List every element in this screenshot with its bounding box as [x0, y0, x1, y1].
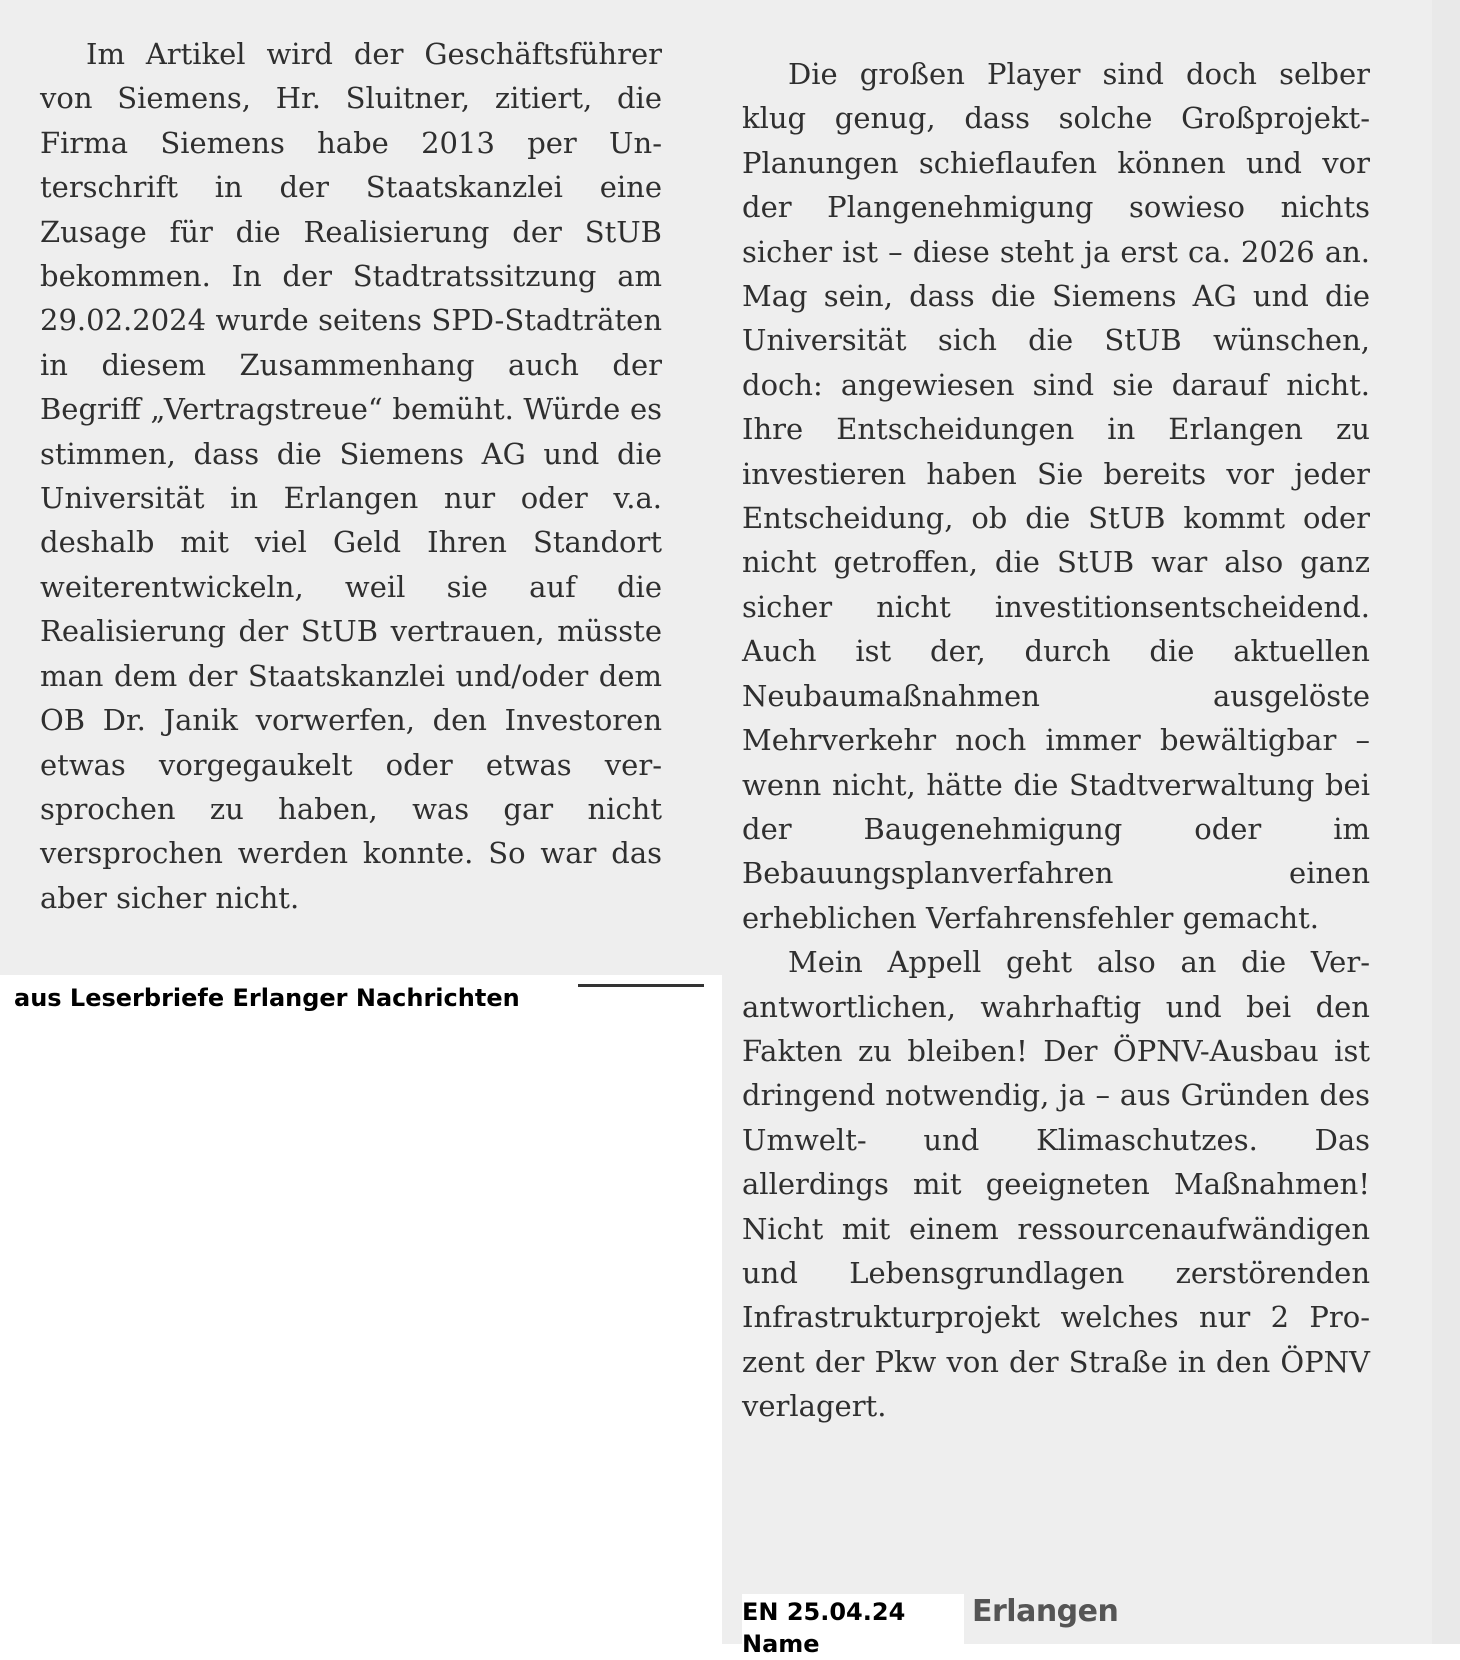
article-column-left [40, 32, 662, 920]
article-paragraph: Die großen Player sind doch selber klug genug, dass solche Großprojekt-Planungen schieflaufen können und vor der Plangenehmigung sowieso nichts sicher ist – diese steht ja erst ca. 2026 an. Mag sein, dass die Siemens AG und die Universität sich die StUB wünschen, doch: angewiesen sind sie darauf nicht. Ihre Entscheidungen in Erlangen zu investieren haben Sie bereits vor jeder Entscheidung, ob die StUB kommt oder nicht getroffen, die StUB war also ganz sicher nicht investitionsentscheidend. Auch ist der, durch die aktuellen Neubaumaßnahmen ausgelöste Mehrverkehr noch immer bewältigbar – wenn nicht, hätte die Stadtverwaltung bei der Baugenehmigung oder im Bebauungsplanverfahren einen erheblichen Verfahrensfehler gemacht. [742, 57, 1370, 935]
column-end-rule [578, 984, 704, 987]
article-paragraph: Mein Appell geht also an die Verantwortlichen, wahrhaftig und bei den Fakten zu bleiben! Der ÖPNV-Ausbau ist dringend notwendig, ja – aus Gründen des Umwelt- und Klimaschutzes. Das allerdings mit geeigneten Maßnahmen! Nicht mit einem ressourcenaufwändigen und Lebensgrundlagen zerstörenden Infrastrukturprojekt welches nur 2 Prozent der Pkw von der Straße in den ÖPNV verlagert. [742, 945, 1370, 1424]
article-column-right [742, 52, 1370, 1429]
source-note: aus Leserbriefe Erlanger Nachrichten [0, 980, 578, 1034]
publication-info [742, 1594, 964, 1658]
publication-date: EN 25.04.24 [742, 1598, 906, 1626]
author-name: Name [742, 1630, 820, 1658]
article-paragraph: Im Artikel wird der Geschäftsführer von Siemens, Hr. Sluitner, zitiert, die Firma Siemens habe 2013 per Unterschrift in der Staatskanzlei eine Zusage für die Realisierung der StUB bekommen. In der Stadtratssitzung am 29.02.2024 wurde seitens SPD-Stadträten in diesem Zusammenhang auch der Begriff „Vertragstreue“ bemüht. Würde es stimmen, dass die Siemens AG und die Universität in Erlangen nur oder v.a. deshalb mit viel Geld Ihren Standort weiterentwickeln, weil sie auf die Realisierung der StUB vertrauen, müsste man dem der Staatskanzlei und/oder dem OB Dr. Janik vorwerfen, den Investoren etwas vorgegaukelt oder etwas versprochen zu haben, was gar nicht versprochen werden konnte. So war das aber sicher nicht. [40, 37, 662, 915]
section-label: Erlangen [972, 1594, 1119, 1629]
scan-edge [1432, 0, 1460, 1644]
